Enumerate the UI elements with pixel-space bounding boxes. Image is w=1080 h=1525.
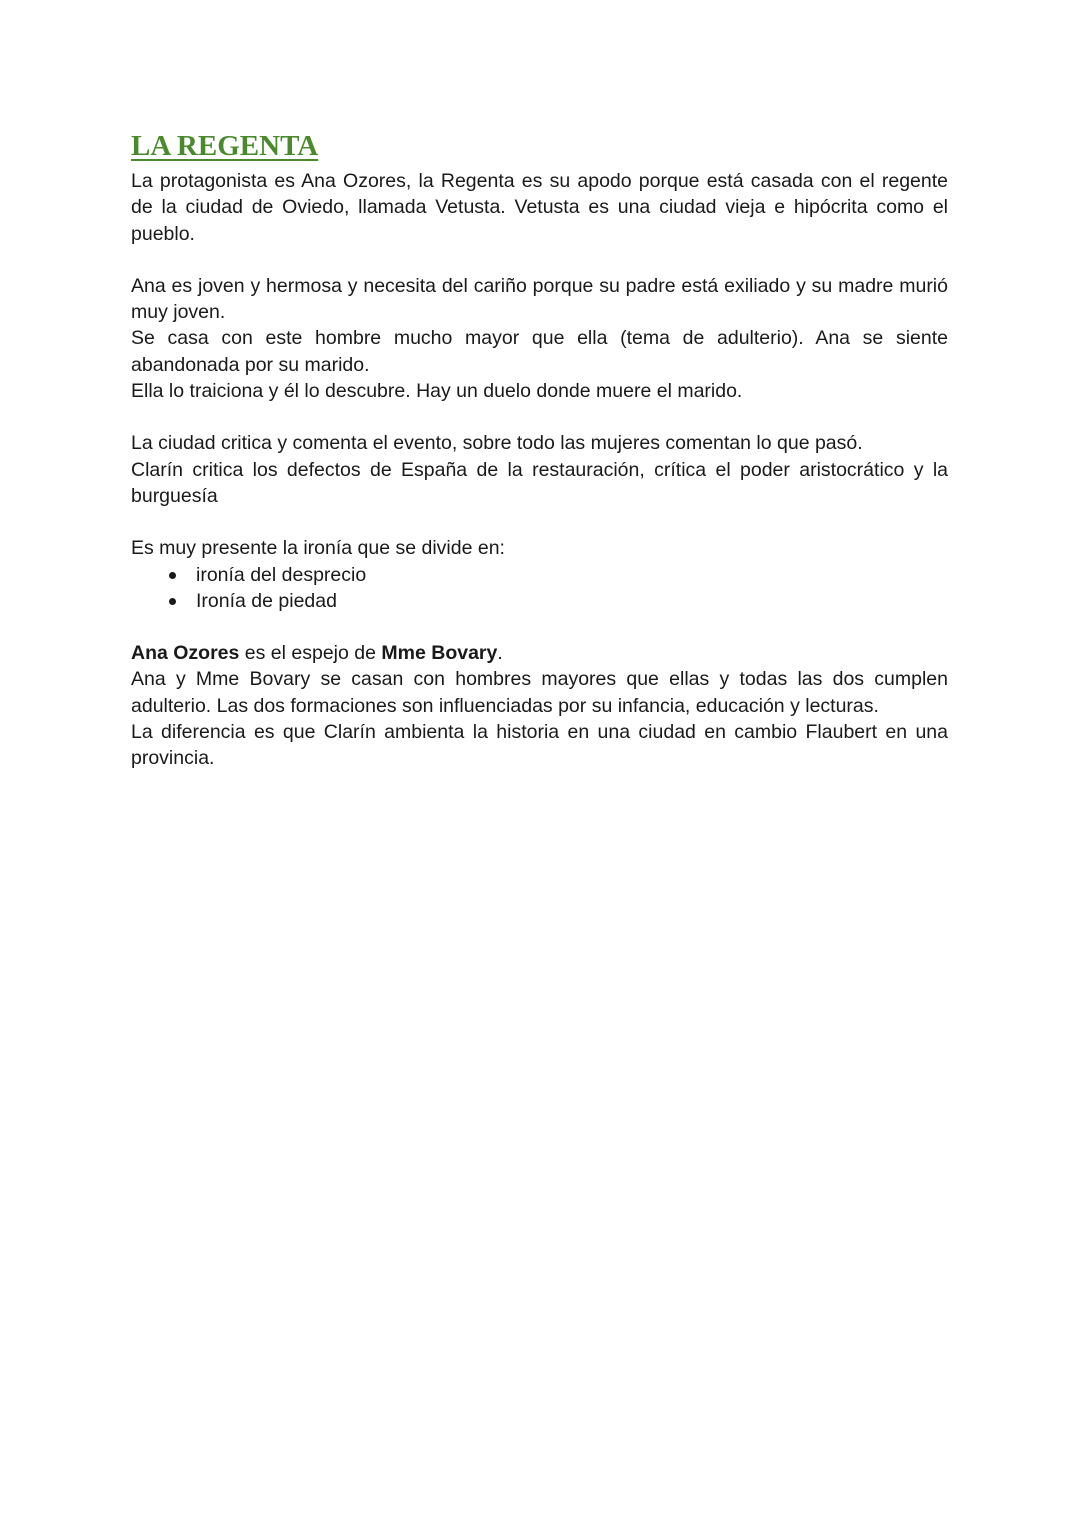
spacer — [131, 614, 948, 640]
bold-name-ana: Ana Ozores — [131, 642, 240, 665]
paragraph-clarin-critique: Clarín critica los defectos de España de la restauración, crítica el poder aristocrático y la burguesía — [131, 458, 948, 507]
spacer — [131, 247, 948, 273]
bold-name-bovary: Mme Bovary — [381, 642, 498, 665]
paragraph-intro: La protagonista es Ana Ozores, la Regenta es su apodo porque está casada con el regente de la ciudad de Oviedo, llamada Vetusta. Vetusta es una ciudad vieja e hipócrita como el pueblo. — [131, 170, 948, 245]
document-page — [131, 128, 948, 772]
paragraph-duel: Ella lo traiciona y él lo descubre. Hay un duelo donde muere el marido. — [131, 380, 743, 403]
spacer — [131, 404, 948, 430]
spacer — [131, 509, 948, 535]
paragraph-ana-youth: Ana es joven y hermosa y necesita del cariño porque su padre está exiliado y su madre murió muy joven. — [131, 274, 948, 324]
irony-list — [131, 562, 948, 615]
list-item: Ironía de piedad — [196, 588, 948, 614]
mirror-middle-text: es el espejo de — [239, 642, 382, 665]
document-title: LA REGENTA — [131, 130, 319, 162]
list-item: ironía del desprecio — [196, 562, 948, 588]
paragraph-mirror — [131, 640, 948, 666]
paragraph-comparison: Ana y Mme Bovary se casan con hombres mayores que ellas y todas las dos cumplen adulterio. Las dos formaciones son influenciadas por su infancia, educación y lecturas. — [131, 668, 948, 717]
paragraph-marriage: Se casa con este hombre mucho mayor que ella (tema de adulterio). Ana se siente abandonada por su marido. — [131, 327, 948, 376]
paragraph-irony-intro: Es muy presente la ironía que se divide en: — [131, 537, 505, 560]
paragraph-city-critique: La ciudad critica y comenta el evento, sobre todo las mujeres comentan lo que pasó. — [131, 432, 863, 455]
paragraph-difference: La diferencia es que Clarín ambienta la historia en una ciudad en cambio Flaubert en una provincia. — [131, 721, 948, 770]
mirror-end-text: . — [497, 642, 503, 665]
